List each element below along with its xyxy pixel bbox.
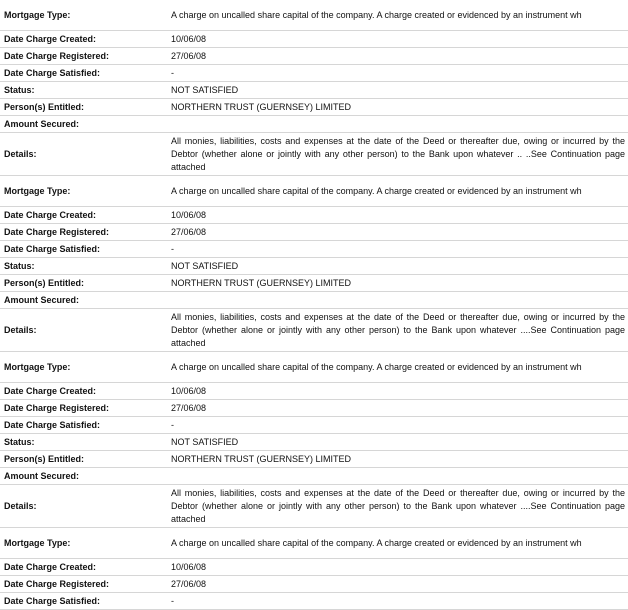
table-row	[0, 31, 628, 48]
status-value: NOT SATISFIED	[167, 258, 628, 275]
date-satisfied-label: Date Charge Satisfied:	[0, 241, 167, 258]
table-row	[0, 559, 628, 576]
mortgage-type-value: A charge on uncalled share capital of the company. A charge created or evidenced by an instrument wh	[167, 176, 628, 207]
amount-secured-label: Amount Secured:	[0, 292, 167, 309]
table-row	[0, 116, 628, 133]
table-row	[0, 451, 628, 468]
status-label: Status:	[0, 82, 167, 99]
table-row	[0, 576, 628, 593]
details-value: All monies, liabilities, costs and expenses at the date of the Deed or thereafter due, owing or incurred by the Debtor (whether alone or jointly with any other person) to the Bank upon whatever .. ..See Continuation page attached	[167, 133, 628, 176]
details-label: Details:	[0, 133, 167, 176]
persons-entitled-label: Person(s) Entitled:	[0, 275, 167, 292]
mortgage-type-value: A charge on uncalled share capital of the company. A charge created or evidenced by an instrument wh	[167, 0, 628, 31]
date-registered-value: 27/06/08	[167, 48, 628, 65]
date-created-label: Date Charge Created:	[0, 207, 167, 224]
amount-secured-label: Amount Secured:	[0, 468, 167, 485]
mortgage-type-value: A charge on uncalled share capital of the company. A charge created or evidenced by an instrument wh	[167, 352, 628, 383]
table-row	[0, 528, 628, 559]
table-row	[0, 0, 628, 31]
date-registered-value: 27/06/08	[167, 224, 628, 241]
details-value: All monies, liabilities, costs and expenses at the date of the Deed or thereafter due, owing or incurred by the Debtor (whether alone or jointly with any other person) to the Bank upon whatever ....See Continuation page attached	[167, 485, 628, 528]
mortgage-type-value: A charge on uncalled share capital of the company. A charge created or evidenced by an instrument wh	[167, 528, 628, 559]
persons-entitled-value: NORTHERN TRUST (GUERNSEY) LIMITED	[167, 99, 628, 116]
date-created-value: 10/06/08	[167, 559, 628, 576]
table-row	[0, 224, 628, 241]
date-registered-label: Date Charge Registered:	[0, 400, 167, 417]
details-value: All monies, liabilities, costs and expenses at the date of the Deed or thereafter due, owing or incurred by the Debtor (whether alone or jointly with any other person) to the Bank upon whatever ....See Continuation page attached	[167, 309, 628, 352]
table-row	[0, 485, 628, 528]
date-registered-label: Date Charge Registered:	[0, 48, 167, 65]
table-row	[0, 133, 628, 176]
mortgage-type-label: Mortgage Type:	[0, 176, 167, 207]
amount-secured-value	[167, 116, 628, 133]
table-row	[0, 468, 628, 485]
table-row	[0, 383, 628, 400]
table-row	[0, 593, 628, 610]
amount-secured-value	[167, 292, 628, 309]
date-created-value: 10/06/08	[167, 383, 628, 400]
table-row	[0, 352, 628, 383]
date-registered-label: Date Charge Registered:	[0, 576, 167, 593]
date-satisfied-value: -	[167, 593, 628, 610]
date-satisfied-value: -	[167, 65, 628, 82]
table-row	[0, 241, 628, 258]
status-value: NOT SATISFIED	[167, 434, 628, 451]
details-label: Details:	[0, 485, 167, 528]
table-row	[0, 65, 628, 82]
date-satisfied-value: -	[167, 417, 628, 434]
date-created-value: 10/06/08	[167, 207, 628, 224]
details-label: Details:	[0, 309, 167, 352]
persons-entitled-label: Person(s) Entitled:	[0, 451, 167, 468]
table-row	[0, 48, 628, 65]
persons-entitled-label: Person(s) Entitled:	[0, 99, 167, 116]
status-label: Status:	[0, 434, 167, 451]
table-row	[0, 434, 628, 451]
table-row	[0, 400, 628, 417]
persons-entitled-value: NORTHERN TRUST (GUERNSEY) LIMITED	[167, 451, 628, 468]
date-satisfied-label: Date Charge Satisfied:	[0, 417, 167, 434]
table-row	[0, 176, 628, 207]
date-created-label: Date Charge Created:	[0, 383, 167, 400]
date-registered-value: 27/06/08	[167, 576, 628, 593]
date-created-value: 10/06/08	[167, 31, 628, 48]
table-row	[0, 292, 628, 309]
amount-secured-label: Amount Secured:	[0, 116, 167, 133]
table-row	[0, 207, 628, 224]
date-created-label: Date Charge Created:	[0, 31, 167, 48]
date-registered-value: 27/06/08	[167, 400, 628, 417]
mortgage-type-label: Mortgage Type:	[0, 528, 167, 559]
table-row	[0, 275, 628, 292]
mortgage-type-label: Mortgage Type:	[0, 352, 167, 383]
table-row	[0, 99, 628, 116]
table-row	[0, 258, 628, 275]
mortgage-type-label: Mortgage Type:	[0, 0, 167, 31]
date-satisfied-label: Date Charge Satisfied:	[0, 65, 167, 82]
date-created-label: Date Charge Created:	[0, 559, 167, 576]
date-satisfied-value: -	[167, 241, 628, 258]
status-value: NOT SATISFIED	[167, 82, 628, 99]
persons-entitled-value: NORTHERN TRUST (GUERNSEY) LIMITED	[167, 275, 628, 292]
table-row	[0, 309, 628, 352]
date-satisfied-label: Date Charge Satisfied:	[0, 593, 167, 610]
amount-secured-value	[167, 468, 628, 485]
status-label: Status:	[0, 258, 167, 275]
table-row	[0, 82, 628, 99]
date-registered-label: Date Charge Registered:	[0, 224, 167, 241]
table-row	[0, 417, 628, 434]
